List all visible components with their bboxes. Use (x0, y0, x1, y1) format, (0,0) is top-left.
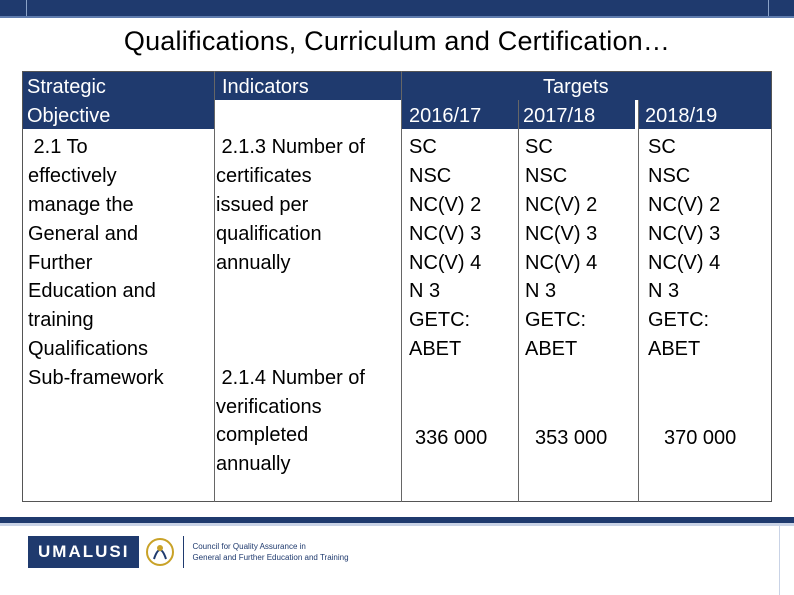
target-verifications-2017-18: 353 000 (535, 427, 608, 449)
target-2017-18-item: N 3 (525, 280, 557, 302)
target-verifications-2016-17: 336 000 (415, 427, 488, 449)
objective-line: Further (28, 252, 93, 274)
target-2018-19-item: SC (648, 136, 676, 158)
target-2016-17-item: NC(V) 2 (409, 194, 482, 216)
target-verifications-2018-19: 370 000 (664, 427, 737, 449)
emblem-icon (145, 535, 175, 569)
objective-line: Sub-framework (28, 367, 164, 389)
footer-right-rule (779, 523, 780, 595)
target-2016-17-item: NC(V) 4 (409, 252, 482, 274)
column-divider (214, 71, 215, 502)
objective-line: effectively (28, 165, 117, 187)
header-year-2016-17: 2016/17 (409, 105, 482, 127)
target-2016-17-item: SC (409, 136, 437, 158)
header-year-2018-19: 2018/19 (645, 105, 718, 127)
indicator-line: certificates (216, 165, 312, 187)
target-2016-17-item: N 3 (409, 280, 441, 302)
target-2018-19-item: GETC: (648, 309, 710, 331)
objective-line: manage the (28, 194, 134, 216)
header-year-2017-18: 2017/18 (523, 105, 596, 127)
target-2017-18-item: NC(V) 2 (525, 194, 598, 216)
header-indicators: Indicators (222, 76, 309, 98)
indicator-line: annually (216, 252, 291, 274)
target-2017-18-item: NSC (525, 165, 568, 187)
indicator-line: 2.1.3 Number of (216, 136, 365, 158)
target-2017-18-item: ABET (525, 338, 578, 360)
target-2018-19-item: NC(V) 3 (648, 223, 721, 245)
target-2017-18-item: NC(V) 4 (525, 252, 598, 274)
top-banner-left-rule (26, 0, 27, 16)
logo-wordmark: UMALUSI (28, 536, 139, 568)
indicator-line: annually (216, 453, 291, 475)
column-divider (401, 71, 402, 502)
logo-divider (183, 536, 184, 568)
slide-title: Qualifications, Curriculum and Certification… (123, 26, 671, 56)
objective-line: training (28, 309, 94, 331)
target-2016-17-item: GETC: (409, 309, 471, 331)
column-divider (638, 100, 639, 502)
target-2018-19-item: N 3 (648, 280, 680, 302)
target-2018-19-item: NSC (648, 165, 691, 187)
objective-line: Qualifications (28, 338, 149, 360)
umalusi-logo (28, 533, 349, 571)
objective-line: General and (28, 223, 139, 245)
target-2018-19-item: ABET (648, 338, 701, 360)
column-divider (518, 100, 519, 502)
objective-line: Education and (28, 280, 156, 302)
header-targets: Targets (543, 76, 609, 98)
indicator-line: completed (216, 424, 309, 446)
target-2017-18-item: GETC: (525, 309, 587, 331)
target-2016-17-item: NSC (409, 165, 452, 187)
indicator-line: issued per (216, 194, 309, 216)
footer-banner-stripe (0, 523, 794, 526)
indicator-line: qualification (216, 223, 322, 245)
target-2016-17-item: NC(V) 3 (409, 223, 482, 245)
top-banner-right-rule (768, 0, 769, 16)
target-2017-18-item: SC (525, 136, 553, 158)
indicator-line: verifications (216, 396, 322, 418)
objective-line: 2.1 To (28, 136, 88, 158)
target-2017-18-item: NC(V) 3 (525, 223, 598, 245)
target-2018-19-item: NC(V) 4 (648, 252, 721, 274)
logo-tagline: Council for Quality Assurance in General and Further Education and Training (192, 542, 349, 562)
top-banner-stripe (0, 16, 794, 18)
target-2018-19-item: NC(V) 2 (648, 194, 721, 216)
top-banner (0, 0, 794, 16)
target-2016-17-item: ABET (409, 338, 462, 360)
header-objective-line2: Objective (27, 105, 111, 127)
indicator-line: 2.1.4 Number of (216, 367, 365, 389)
header-objective-line1: Strategic (27, 76, 106, 98)
